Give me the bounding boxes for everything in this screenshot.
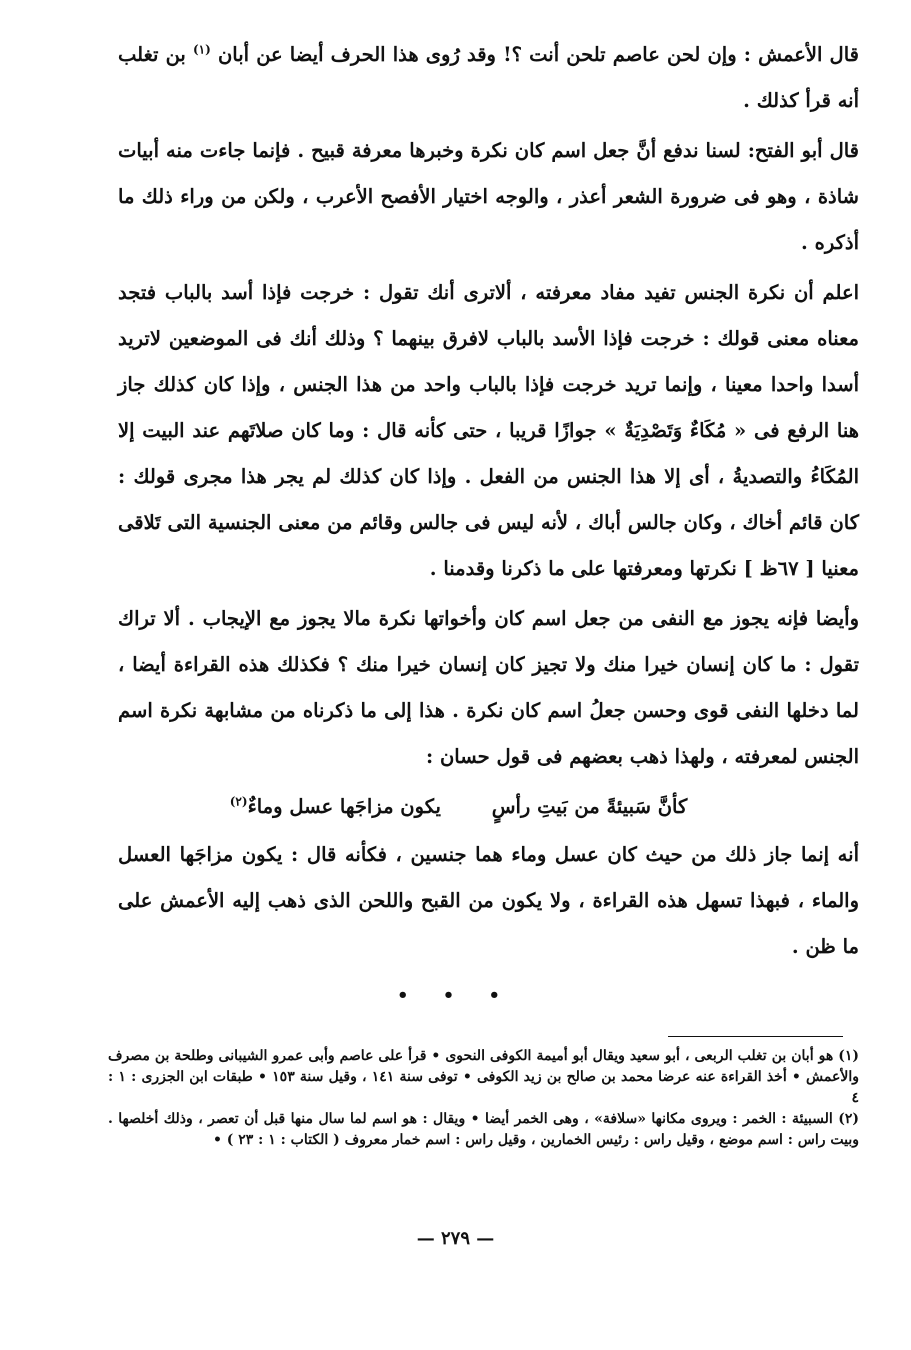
page-number: — ٢٧٩ — (416, 1228, 495, 1249)
poetry-verse (118, 784, 859, 830)
footnote-2: (٢) السبيئة : الخمر : ويروى مكانها «سلافة» ، وهى الخمر أيضا • ويقال : هو اسم لما سال منها قبل أن تعصر ، وذلك أخلصها . وبيت راس : اسم موضع ، وقيل راس : رئيس الخمارين ، وقيل راس : اسم خمار معروف ( الكتاب : ١ : ٢٣ ) • (108, 1111, 859, 1148)
verse-second-text: يكون مزاجَها عسل وماءٌ (247, 795, 441, 818)
footnotes (108, 1046, 859, 1151)
verse-second-hemistich (230, 784, 441, 830)
paragraph-3: اعلم أن نكرة الجنس تفيد مفاد معرفته ، ألاترى أنك تقول : خرجت فإذا أسد بالباب فتجد معناه معنى قولك : خرجت فإذا الأسد بالباب لافرق بينهما ؟ وذلك أنك فى الموضعين لاتريد أسدا واحدا معينا ، وإنما تريد خرجت فإذا بالباب واحد من هذا الجنس ، وإذا كان كذلك جاز هنا الرفع فى « مُكَاءٌ وَتَصْدِيَةٌ » جوازًا قريبا ، حتى كأنه قال : وما كان صلاتَهم عند البيت إلا المُكَاءُ والتصديةُ ، أى إلا هذا الجنس من الفعل . وإذا كان كذلك لم يجر هذا مجرى قولك : كان قائم أخاك ، وكان جالس أباك ، لأنه ليس فى جالس وقائم من معنى الجنسية التى تَلاقى معنيا [ ٦٧ظ ] نكرتها ومعرفتها على ما ذكرنا وقدمنا . (118, 281, 859, 580)
closing-paragraph: أنه إنما جاز ذلك من حيث كان عسل وماء هما جنسين ، فكأنه قال : يكون مزاجَها العسل والماء ، فبهذا تسهل هذه القراءة ، ولا يكون من القبح واللحن الذى ذهب إليه الأعمش على ما ظن . (118, 843, 859, 958)
footnote-1: (١) هو أبان بن تغلب الربعى ، أبو سعيد ويقال أبو أميمة الكوفى النحوى • قرأ على عاصم وأبى عمرو الشيبانى وطلحة بن مصرف والأعمش • أخذ القراءة عنه عرضا محمد بن صالح بن زيد الكوفى • توفى سنة ١٤١ ، وقيل سنة ١٥٣ • طبقات ابن الجزرى : ١ : ٤ (108, 1048, 859, 1106)
verse-first-hemistich: كأنَّ سَبيئةً من بَيتِ رأسٍ (491, 795, 688, 818)
main-text (118, 32, 859, 974)
footnote-ref-1: (١) (192, 42, 211, 57)
paragraph-4: وأيضا فإنه يجوز مع النفى من جعل اسم كان وأخواتها نكرة مالا يجوز مع الإيجاب . ألا تراك تقول : ما كان إنسان خيرا منك ولا تجيز كان إنسان خيرا منك ؟ فكذلك هذه القراءة أيضا ، لما دخلها النفى قوى وحسن جعلُ اسم كان نكرة . هذا إلى ما ذكرناه من مشابهة نكرة اسم الجنس لمعرفته ، ولهذا ذهب بعضهم فى قول حسان : (118, 607, 859, 768)
paragraph-1-text-after: بن تغلب أنه قرأ كذلك . (118, 43, 859, 112)
paragraph-1 (118, 32, 859, 124)
section-separator: • • • (396, 985, 515, 1006)
footnote-rule (668, 1036, 843, 1037)
footnote-ref-2: (٢) (229, 794, 248, 809)
paragraph-1-text: قال الأعمش : وإن لحن عاصم تلحن أنت ؟! وقد رُوى هذا الحرف أيضا عن أبان (210, 43, 859, 66)
paragraph-2: قال أبو الفتح: لسنا ندفع أنَّ جعل اسم كان نكرة وخبرها معرفة قبيح . فإنما جاءت منه أبيات شاذة ، وهو فى ضرورة الشعر أعذر ، والوجه اختيار الأفصح الأعرب ، ولكن من وراء ذلك ما أذكره . (118, 139, 859, 254)
